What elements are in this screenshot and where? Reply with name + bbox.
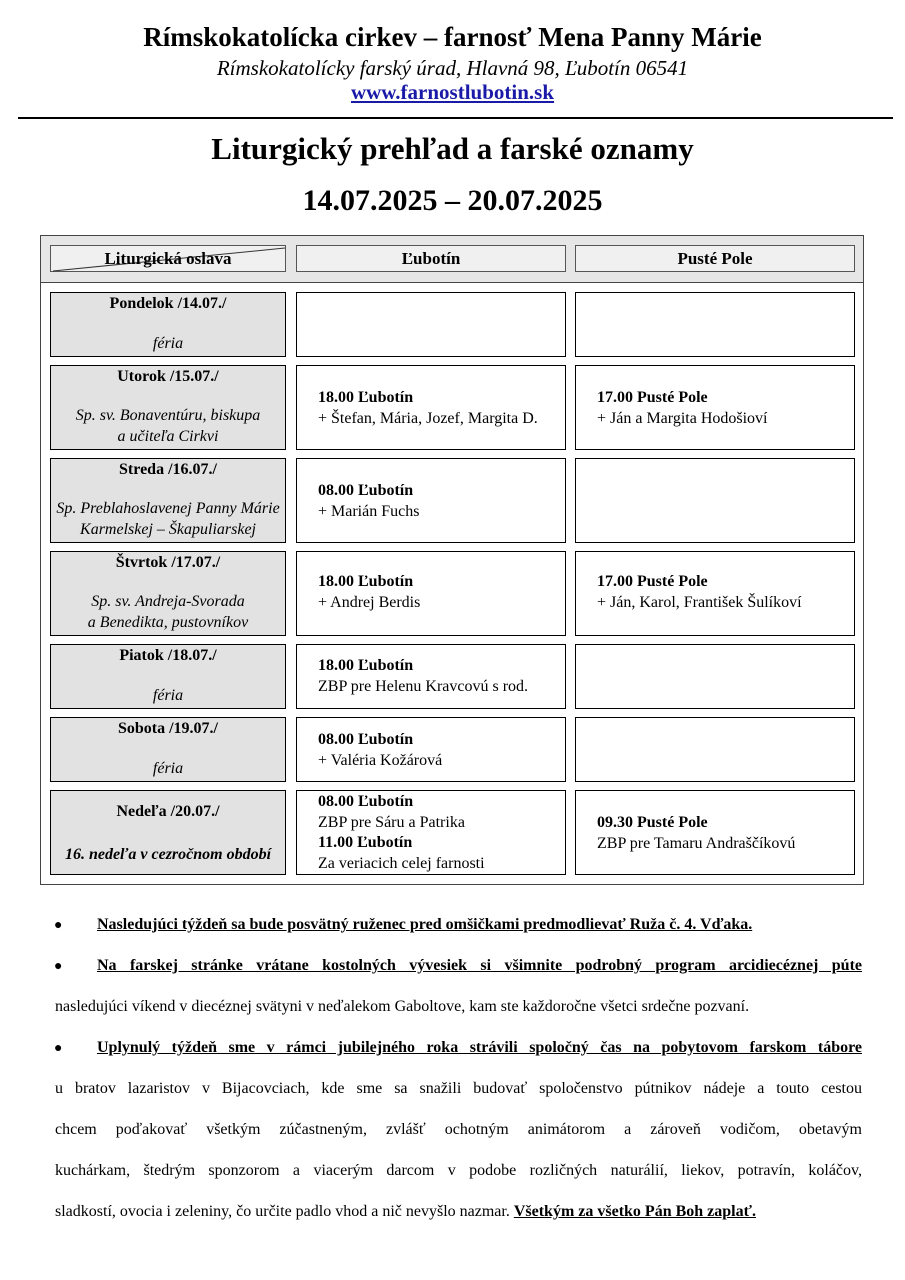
note-3-thanks: Všetkým za všetko Pán Boh zaplať. [513, 1203, 756, 1220]
mass-entry: 17.00 Pusté Pole + Ján a Margita Hodošioví [597, 389, 768, 427]
lubotin-cell [296, 790, 566, 875]
bullet: ● [54, 918, 63, 933]
column-header-liturgy: Liturgická oslava [50, 245, 286, 272]
column-header-lubotin: Ľubotín [296, 245, 566, 272]
mass-entry: 17.00 Pusté Pole + Ján, Karol, František Šulíkoví [597, 573, 802, 611]
mass-entry: 08.00 Ľubotín + Marián Fuchs [318, 482, 420, 520]
mass-entry: 18.00 Ľubotín + Štefan, Mária, Jozef, Margita D. [318, 389, 538, 427]
mass-entry: 18.00 Ľubotín + Andrej Berdis [318, 573, 421, 611]
lubotin-cell [296, 717, 566, 782]
page-title: Liturgický prehľad a farské oznamy [211, 131, 694, 166]
feast: Sp. sv. Andreja-Svorada a Benedikta, pustovníkov [87, 593, 249, 631]
note-3-line-4: kuchárkam, štedrým sponzorom a viacerým darcom v podobe rozličných naturálií, liekov, potravín, koláčov, [55, 1162, 862, 1179]
header-divider [18, 117, 893, 119]
lubotin-cell [296, 365, 566, 450]
day-cell [50, 458, 286, 543]
note-2-line-1: Na farskej stránke vrátane kostolných vývesiek si všimnite podrobný program arcidiecéznej púte [97, 957, 862, 974]
mass-entry: 08.00 Ľubotín ZBP pre Sáru a Patrika 11.00 Ľubotín Za veriacich celej farnosti [318, 793, 485, 872]
feast: 16. nedeľa v cezročnom období [64, 846, 272, 863]
day-name: Nedeľa /20.07./ [116, 803, 220, 820]
office-address: Rímskokatolícky farský úrad, Hlavná 98, Ľubotín 06541 [216, 56, 689, 80]
lubotin-cell [296, 458, 566, 543]
note-1: Nasledujúci týždeň sa bude posvätný ruženec pred omšičkami predmodlievať Ruža č. 4. Vďaka. [97, 916, 753, 933]
bullet: ● [54, 959, 63, 974]
day-cell [50, 551, 286, 636]
puste-pole-cell [575, 551, 855, 636]
mass-entry: 09.30 Pusté Pole ZBP pre Tamaru Andraščíkovú [597, 814, 796, 852]
website-link-wrap [0, 80, 905, 105]
feast: Sp. Preblahoslavenej Panny Márie Karmelskej – Škapuliarskej [56, 500, 280, 538]
day-cell [50, 717, 286, 782]
feast: féria [152, 760, 184, 777]
day-cell [50, 365, 286, 450]
puste-pole-cell [575, 644, 855, 709]
day-name: Štvrtok /17.07./ [115, 554, 221, 571]
website-link[interactable]: www.farnostlubotin.sk [350, 80, 555, 104]
puste-pole-cell [575, 365, 855, 450]
date-range: 14.07.2025 – 20.07.2025 [302, 184, 603, 217]
note-3-line-5 [55, 1203, 756, 1221]
feast: Sp. sv. Bonaventúru, biskupa a učiteľa Cirkvi [75, 407, 261, 445]
lubotin-cell [296, 292, 566, 357]
note-2-line-2: nasledujúci víkend v diecéznej svätyni v neďalekom Gaboltove, kam ste každoročne všetci srdečne pozvaní. [55, 998, 750, 1015]
feast: féria [152, 687, 184, 704]
day-cell [50, 644, 286, 709]
mass-entry: 18.00 Ľubotín ZBP pre Helenu Kravcovú s rod. [318, 657, 529, 695]
mass-entry: 08.00 Ľubotín + Valéria Kožárová [318, 731, 443, 769]
lubotin-cell [296, 551, 566, 636]
feast: féria [152, 335, 184, 352]
puste-pole-cell [575, 717, 855, 782]
note-3-line-2: u bratov lazaristov v Bijacovciach, kde sme sa snažili budovať spoločenstvo pútnikov nádeje a touto cestou [55, 1080, 862, 1097]
day-name: Pondelok /14.07./ [109, 295, 227, 312]
note-3-text: sladkostí, ovocia i zeleniny, čo určite padlo vhod a nič nevyšlo nazmar. [55, 1203, 510, 1220]
day-cell [50, 292, 286, 357]
day-name: Piatok /18.07./ [119, 647, 217, 664]
note-3-line-1: Uplynulý týždeň sme v rámci jubilejného roka strávili spoločný čas na pobytovom farskom tábore [97, 1039, 862, 1056]
note-3-line-3: chcem poďakovať všetkým zúčastneným, zvlášť ochotným animátorom a zároveň vodičom, obetavým [55, 1121, 862, 1138]
bullet: ● [54, 1041, 63, 1056]
day-cell [50, 790, 286, 875]
column-header-puste-pole: Pusté Pole [575, 245, 855, 272]
puste-pole-cell [575, 790, 855, 875]
org-name: Rímskokatolícka cirkev – farnosť Mena Panny Márie [143, 22, 762, 52]
day-name: Streda /16.07./ [119, 461, 217, 478]
day-name: Utorok /15.07./ [117, 368, 219, 385]
puste-pole-cell [575, 292, 855, 357]
day-name: Sobota /19.07./ [117, 720, 218, 737]
lubotin-cell [296, 644, 566, 709]
puste-pole-cell [575, 458, 855, 543]
